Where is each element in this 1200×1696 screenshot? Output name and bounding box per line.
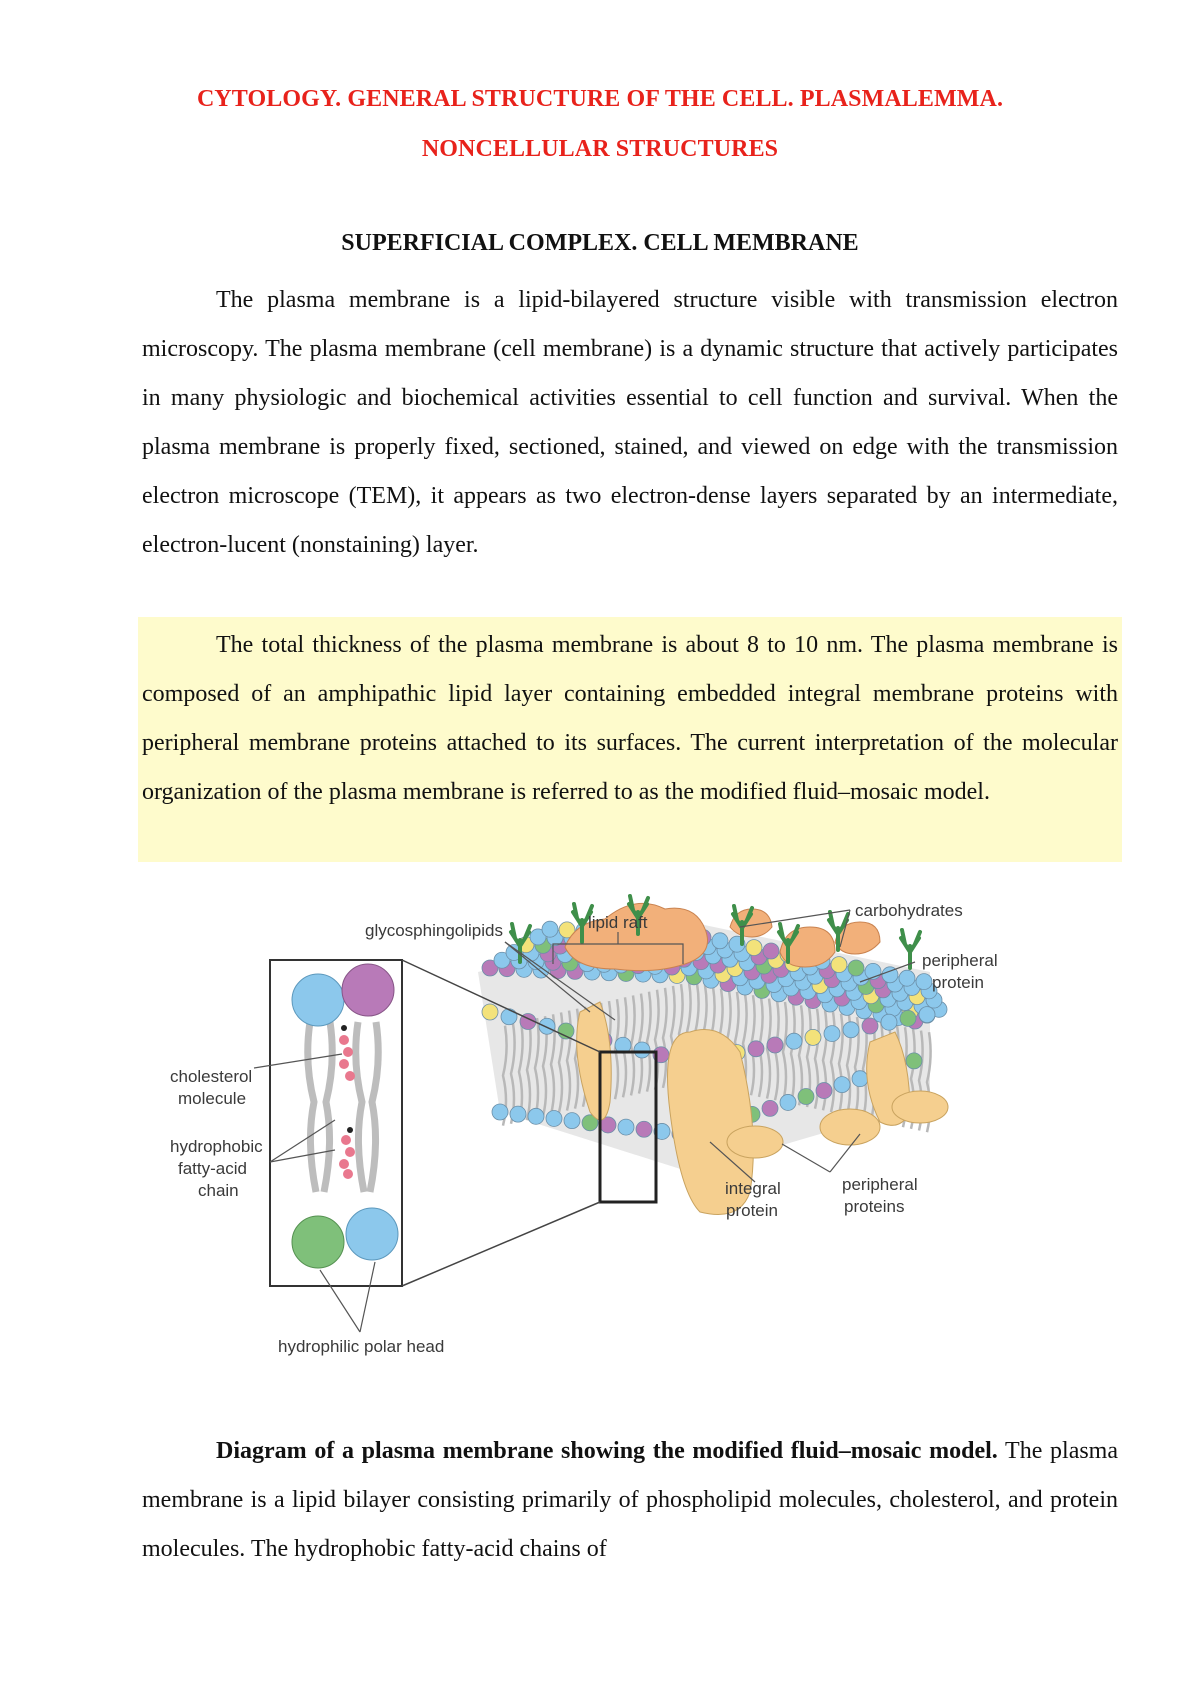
label-carbohydrates: carbohydrates <box>855 901 963 920</box>
peripheral-protein-bottom1 <box>820 1109 880 1145</box>
label-peripheral-proteins-2: proteins <box>844 1197 905 1216</box>
paragraph-intro: The plasma membrane is a lipid-bilayered structure visible with transmission electron microscopy. The plasma membrane (cell membrane) is a dynamic structure that actively participates in many physiologic and biochemical activities essential to cell function and survival. When the plasma membrane is properly fixed, sectioned, stained, and viewed on edge with the transmission electron microscope (TEM), it appears as two electron-dense layers separated by an intermediate, electron-lucent (nonstaining) layer. <box>142 287 1118 558</box>
zoom-line-bottom <box>402 1202 600 1286</box>
label-hydrophobic-2: fatty-acid <box>178 1159 247 1178</box>
label-hydrophilic: hydrophilic polar head <box>278 1337 445 1356</box>
label-hydrophobic-1: hydrophobic <box>170 1137 263 1156</box>
label-glycosphingolipids: glycosphingolipids <box>365 921 503 940</box>
label-hydrophobic-3: chain <box>198 1181 239 1200</box>
label-cholesterol-2: molecule <box>178 1089 247 1108</box>
label-peripheral-protein-1: peripheral <box>922 951 998 970</box>
paragraph-thickness: The total thickness of the plasma membrane is about 8 to 10 nm. The plasma membrane is composed of an amphipathic lipid layer containing embedded integral membrane proteins with peripheral membrane proteins attached to its surfaces. The current interpretation of the molecular organization of the plasma membrane is referred to as the modified fluid–mosaic model. <box>142 632 1118 805</box>
label-lipid-raft: lipid raft <box>588 913 648 932</box>
caption-text: The plasma membrane is a lipid bilayer consisting primarily of phospholipid molecules, cholesterol, and protein molecules. The hydrophobic fatty-acid chains of <box>142 1438 1119 1562</box>
label-integral-2: protein <box>726 1201 778 1220</box>
page-title-line1: CYTOLOGY. GENERAL STRUCTURE OF THE CELL. PLASMALEMMA. <box>196 86 1004 112</box>
figure-caption <box>142 1427 1118 1574</box>
head-blue-bottom <box>346 1208 398 1260</box>
label-integral-1: integral <box>725 1179 781 1198</box>
peripheral-protein-bottom3 <box>727 1126 783 1158</box>
label-cholesterol-1: cholesterol <box>170 1067 253 1086</box>
membrane-diagram <box>170 872 1090 1412</box>
label-peripheral-protein-2: protein <box>932 973 984 992</box>
page-title-line2: NONCELLULAR STRUCTURES <box>421 136 779 162</box>
caption-lead: Diagram of a plasma membrane showing the modified fluid–mosaic model. <box>216 1438 998 1464</box>
section-heading: SUPERFICIAL COMPLEX. CELL MEMBRANE <box>341 230 859 256</box>
label-peripheral-proteins-1: peripheral <box>842 1175 918 1194</box>
membrane-diagram-svg <box>170 872 1090 1412</box>
peripheral-protein-bottom2 <box>892 1091 948 1123</box>
head-green-bottom <box>292 1216 344 1268</box>
head-purple-top <box>342 964 394 1016</box>
head-blue-top <box>292 974 344 1026</box>
